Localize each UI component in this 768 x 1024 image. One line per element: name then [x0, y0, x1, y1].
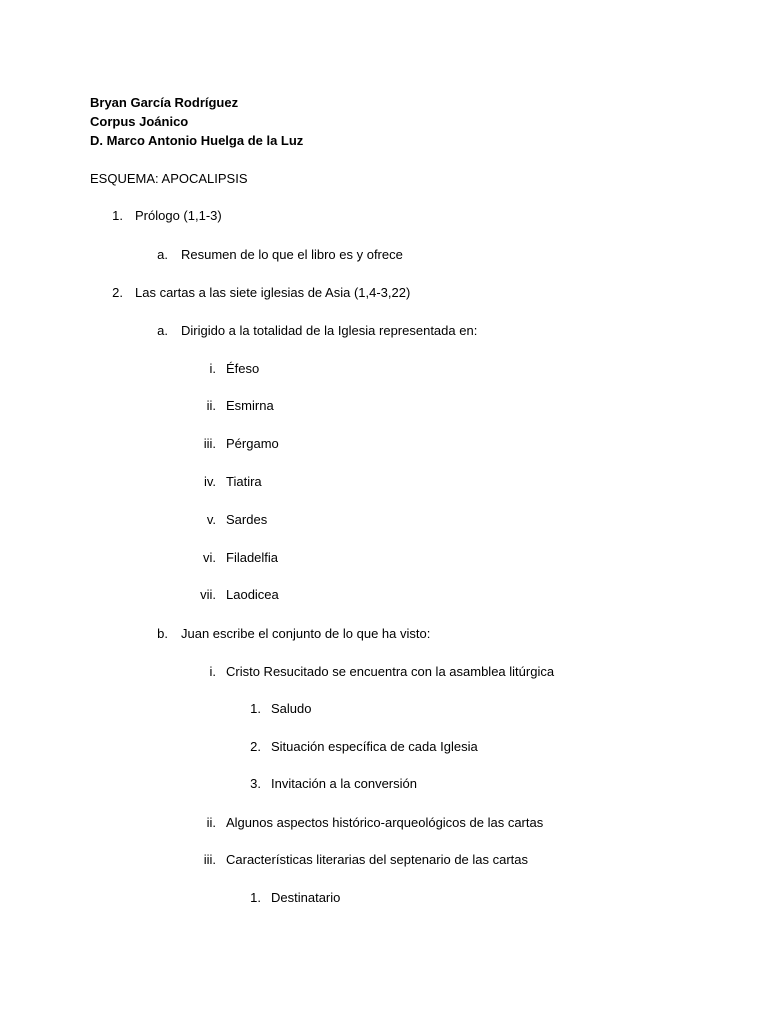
outline-marker: b. [157, 626, 168, 641]
outline-marker: iii. [203, 852, 216, 867]
course-name: Corpus Joánico [90, 114, 189, 129]
outline-text: Dirigido a la totalidad de la Iglesia representada en: [181, 323, 478, 338]
outline-marker: 1. [112, 208, 123, 223]
outline-marker: vii. [200, 587, 216, 602]
outline-text: Invitación a la conversión [271, 776, 417, 791]
outline-marker: vi. [203, 550, 216, 565]
outline-marker: a. [157, 323, 168, 338]
outline-text: Situación específica de cada Iglesia [271, 739, 478, 754]
professor-name: D. Marco Antonio Huelga de la Luz [90, 133, 304, 148]
church-name: Esmirna [226, 398, 274, 413]
outline-text: Prólogo (1,1-3) [135, 208, 222, 223]
outline-marker: ii. [206, 398, 216, 413]
outline-marker: 3. [250, 776, 261, 791]
outline-marker: 2. [250, 739, 261, 754]
outline-text: Resumen de lo que el libro es y ofrece [181, 247, 403, 262]
outline-text: Características literarias del septenario de las cartas [226, 852, 529, 867]
church-name: Tiatira [226, 474, 262, 489]
outline-marker: i. [209, 361, 216, 376]
outline-marker: iv. [203, 474, 216, 489]
church-name: Éfeso [226, 361, 260, 376]
outline-marker: 1. [250, 701, 261, 716]
outline-text: Las cartas a las siete iglesias de Asia (1,4-3,22) [135, 285, 411, 300]
outline-text: Cristo Resucitado se encuentra con la asamblea litúrgica [226, 664, 555, 679]
outline-text: Saludo [271, 701, 312, 716]
outline-marker: a. [157, 247, 168, 262]
document-heading: ESQUEMA: APOCALIPSIS [90, 171, 248, 186]
church-name: Filadelfia [226, 550, 279, 565]
outline-marker: i. [209, 664, 216, 679]
outline-text: Juan escribe el conjunto de lo que ha visto: [181, 626, 431, 641]
church-name: Laodicea [226, 587, 279, 602]
outline-text: Algunos aspectos histórico-arqueológicos de las cartas [226, 815, 544, 830]
church-name: Sardes [226, 512, 268, 527]
outline-marker: 2. [112, 285, 123, 300]
outline-text: Destinatario [271, 890, 341, 905]
author-name: Bryan García Rodríguez [90, 95, 239, 110]
outline-marker: ii. [206, 815, 216, 830]
outline-marker: v. [206, 512, 216, 527]
outline-marker: iii. [203, 436, 216, 451]
outline-marker: 1. [250, 890, 261, 905]
church-name: Pérgamo [226, 436, 279, 451]
